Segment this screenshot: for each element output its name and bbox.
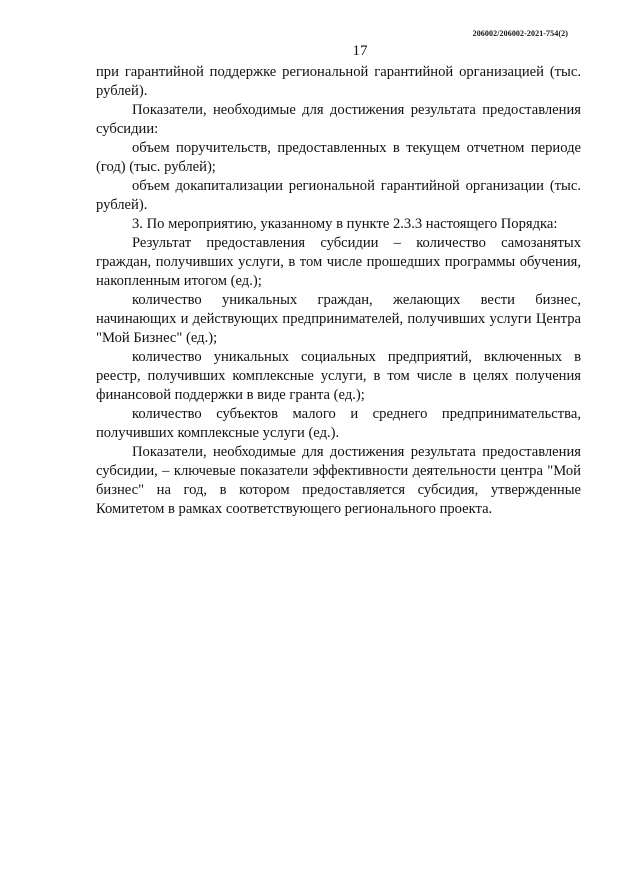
paragraph: Показатели, необходимые для достижения результата предоставления субсидии:	[96, 102, 581, 137]
paragraph: количество субъектов малого и среднего предпринимательства, получивших комплексные услуги (ед.).	[96, 406, 581, 441]
paragraph: объем поручительств, предоставленных в текущем отчетном периоде (год) (тыс. рублей);	[96, 140, 581, 175]
document-code: 206002/206002-2021-754(2)	[472, 29, 568, 38]
paragraph: Показатели, необходимые для достижения результата предоставления субсидии, – ключевые показатели эффективности деятельности центра "Мой бизнес" на год, в котором предоставляется субсидия, утвержденные Комитетом в рамках соответствующего регионального проекта.	[96, 444, 581, 517]
page-number: 17	[352, 43, 368, 59]
document-body	[96, 63, 581, 519]
paragraph: количество уникальных граждан, желающих вести бизнес, начинающих и действующих предпринимателей, получивших услуги Центра "Мой Бизнес" (ед.);	[96, 292, 581, 346]
paragraph: количество уникальных социальных предприятий, включенных в реестр, получивших комплексные услуги, в том числе в целях получения финансовой поддержки в виде гранта (ед.);	[96, 349, 581, 403]
paragraph: 3. По мероприятию, указанному в пункте 2.3.3 настоящего Порядка:	[132, 216, 558, 232]
paragraph: объем докапитализации региональной гарантийной организации (тыс. рублей).	[96, 178, 581, 213]
paragraph: Результат предоставления субсидии – количество самозанятых граждан, получивших услуги, в том числе прошедших программы обучения, накопленным итогом (ед.);	[96, 235, 581, 289]
paragraph: при гарантийной поддержке региональной гарантийной организацией (тыс. рублей).	[96, 64, 581, 99]
